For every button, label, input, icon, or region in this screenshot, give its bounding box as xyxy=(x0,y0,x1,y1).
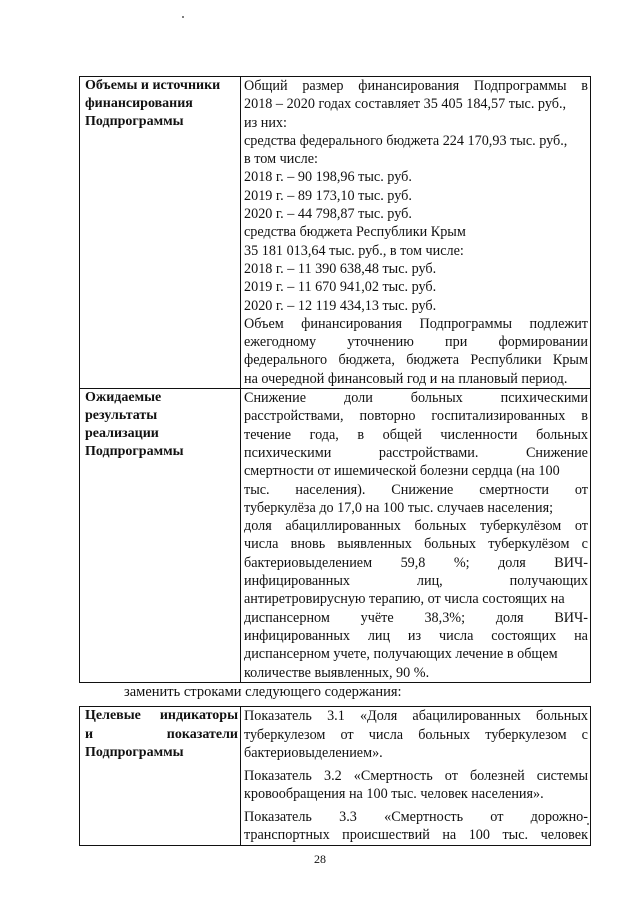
word: лиц xyxy=(367,627,391,644)
word: туберкулезом xyxy=(485,726,567,743)
text-line xyxy=(244,808,588,827)
word: бюджета, xyxy=(338,352,395,369)
text-line xyxy=(244,627,588,645)
text-line: антиретровирусную терапию, от числа состоящих на xyxy=(244,591,565,608)
text-line xyxy=(244,351,588,369)
word: числа xyxy=(244,536,279,553)
text-line: из них: xyxy=(244,114,287,131)
table-row-financing xyxy=(80,77,591,389)
word: повторно xyxy=(359,408,416,425)
word: человек xyxy=(540,827,588,843)
text-line xyxy=(244,726,588,745)
word: бактериовыделением xyxy=(244,554,373,571)
text-line xyxy=(244,554,588,572)
word: Показатель xyxy=(244,767,312,784)
row-label-cell xyxy=(80,77,241,389)
indicator-paragraph xyxy=(244,767,588,804)
financing-content-cell xyxy=(241,77,591,389)
word: федерального xyxy=(244,352,328,369)
text-line: бактериовыделением». xyxy=(244,745,383,761)
word: дорожно- xyxy=(530,808,588,825)
text-line: 2019 г. – 11 670 941,02 тыс. руб. xyxy=(244,279,437,296)
word: больных xyxy=(414,518,467,535)
row-label-line: финансирования xyxy=(85,96,193,111)
word: расстройствами. xyxy=(378,444,479,461)
word: Республики xyxy=(470,352,542,369)
word: выявленных xyxy=(337,536,412,553)
word: формировании xyxy=(498,334,588,351)
word: Общий xyxy=(244,78,288,94)
word: тыс. xyxy=(502,827,529,843)
text-line: диспансерном учете, получающих лечение в общем xyxy=(244,646,558,663)
word: из xyxy=(407,627,422,644)
word: Снижение xyxy=(244,390,307,407)
word: смертности xyxy=(479,481,549,498)
word: %; xyxy=(453,554,470,571)
table-row-indicators xyxy=(80,707,591,846)
word: тыс. xyxy=(244,481,270,498)
row-label-line: Подпрограммы xyxy=(85,114,184,129)
text-line xyxy=(244,767,588,786)
word: Подпрограммы xyxy=(473,78,567,94)
word: больных xyxy=(536,708,588,724)
row-label-line: результаты xyxy=(85,408,158,424)
word: населения). xyxy=(295,481,366,498)
word: 59,8 xyxy=(400,554,426,571)
text-line: средства федерального бюджета 224 170,93 тыс. руб., xyxy=(244,132,568,149)
text-line: 2020 г. – 44 798,87 тыс. руб. xyxy=(244,206,412,223)
replacement-instruction: заменить строками следующего содержания: xyxy=(124,684,402,700)
text-line xyxy=(244,444,588,462)
text-line: количестве выявленных, 90 %. xyxy=(244,664,430,681)
word: вновь xyxy=(290,536,326,553)
text-line xyxy=(244,77,588,95)
word: больных xyxy=(424,536,476,553)
word: «Смертность xyxy=(384,808,464,825)
text-line xyxy=(244,707,588,726)
word: больных xyxy=(410,390,463,407)
word: получающих xyxy=(509,573,588,590)
text-line: 2018 г. – 90 198,96 тыс. руб. xyxy=(244,169,412,186)
word: от xyxy=(574,518,588,535)
word: размер xyxy=(302,78,344,94)
word: больных xyxy=(418,726,471,743)
text-line xyxy=(244,481,588,499)
word: в xyxy=(357,426,365,443)
text-line: смертности от ишемической болезни сердца (на 100 xyxy=(244,463,560,480)
word: психическими xyxy=(500,390,588,407)
word: финансирования xyxy=(301,315,403,332)
word: года, xyxy=(309,426,339,443)
word: абациллированных xyxy=(285,518,401,535)
text-line xyxy=(244,315,588,333)
word: доля xyxy=(495,609,524,626)
word: больных xyxy=(536,426,588,443)
table-row-expected-results xyxy=(80,389,591,683)
expected-results-content-cell xyxy=(241,389,591,683)
word: доля xyxy=(244,518,272,535)
word: и xyxy=(85,726,94,742)
word: от xyxy=(340,726,354,743)
word: системы xyxy=(536,767,588,784)
word: Крым xyxy=(552,352,588,369)
word: числа xyxy=(368,726,404,743)
text-line: 2018 г. – 11 390 638,48 тыс. руб. xyxy=(244,260,437,277)
word: бюджета xyxy=(406,352,460,369)
indicator-paragraph xyxy=(244,808,588,845)
word: туберкулёзом xyxy=(488,536,570,553)
word: от xyxy=(574,481,588,498)
text-line xyxy=(244,535,588,553)
text-line xyxy=(244,517,588,535)
word: Показатель xyxy=(244,808,312,825)
text-line xyxy=(244,609,588,627)
word: 3.1 xyxy=(327,708,345,724)
text-line xyxy=(244,389,588,407)
word: финансирования xyxy=(358,78,460,94)
indicators-table xyxy=(79,706,591,846)
word: госпитализированных xyxy=(431,408,566,425)
word: доли xyxy=(344,390,373,407)
word: состоящих xyxy=(491,627,557,644)
text-line: 2020 г. – 12 119 434,13 тыс. руб. xyxy=(244,297,437,314)
word: числа xyxy=(438,627,474,644)
word: численности xyxy=(440,426,518,443)
row-label-line: Подпрограммы xyxy=(85,444,184,460)
word: показатели xyxy=(166,726,238,742)
word: подлежит xyxy=(529,315,588,332)
indicators-content-cell xyxy=(241,707,591,846)
text-line: 35 181 013,64 тыс. руб., в том числе: xyxy=(244,242,464,259)
indicator-paragraph xyxy=(244,707,588,763)
word: учёте xyxy=(360,609,394,626)
word: 38,3%; xyxy=(424,609,466,626)
text-line: 2018 – 2020 годах составляет 35 405 184,57 тыс. руб., xyxy=(244,96,567,113)
word: инфицированных xyxy=(244,573,350,590)
scan-speck xyxy=(182,16,184,18)
row-label-line: Ожидаемые xyxy=(85,390,162,406)
text-line xyxy=(85,707,238,726)
word: от xyxy=(490,808,504,825)
word: туберкулёзом xyxy=(480,518,562,535)
text-line: туберкулёза до 17,0 на 100 тыс. случаев населения; xyxy=(244,499,554,516)
word: ВИЧ- xyxy=(554,609,588,626)
word: уточнению xyxy=(347,334,414,351)
word: Показатель xyxy=(244,708,312,724)
word: диспансерном xyxy=(244,609,330,626)
word: расстройствами, xyxy=(244,408,344,425)
text-line: 2019 г. – 89 173,10 тыс. руб. xyxy=(244,187,412,204)
word: на xyxy=(574,627,588,644)
word: 3.3 xyxy=(339,808,357,825)
word: происшествий xyxy=(342,827,430,843)
word: «Доля xyxy=(359,708,398,724)
word: 3.2 xyxy=(323,767,342,784)
word: при xyxy=(445,334,468,351)
word: Целевые xyxy=(85,708,141,723)
word: в xyxy=(581,78,588,94)
text-line: Подпрограммы xyxy=(85,745,184,760)
word: 100 xyxy=(468,827,490,843)
word: «Смертность xyxy=(353,767,433,784)
text-line: на очередной финансовый год и на плановый период. xyxy=(244,370,568,387)
word: лиц, xyxy=(416,573,443,590)
word: с xyxy=(581,536,588,553)
row-label-cell xyxy=(80,707,241,846)
word: психическими xyxy=(244,444,332,461)
word: болезней xyxy=(469,767,525,784)
text-line xyxy=(244,826,588,845)
word: Объем xyxy=(244,315,284,332)
text-line xyxy=(244,426,588,444)
text-line: средства бюджета Республики Крым xyxy=(244,224,466,241)
word: доля xyxy=(498,554,526,571)
text-line xyxy=(244,407,588,425)
text-line xyxy=(85,726,238,745)
word: Подпрограммы xyxy=(419,315,513,332)
word: в xyxy=(581,408,588,425)
page-number: 28 xyxy=(314,852,326,866)
word: на xyxy=(442,827,457,843)
word: инфицированных xyxy=(244,627,350,644)
word: транспортных xyxy=(244,827,330,843)
word: Снижение xyxy=(391,481,454,498)
program-passport-table xyxy=(79,76,591,683)
word: с xyxy=(581,726,588,743)
text-line: кровообращения на 100 тыс. человек населения». xyxy=(244,786,544,802)
word: Снижение xyxy=(525,444,588,461)
row-label-line: реализации xyxy=(85,426,159,442)
word: от xyxy=(444,767,458,784)
word: ВИЧ- xyxy=(554,554,588,571)
word: ежегодному xyxy=(244,334,317,351)
text-line xyxy=(244,572,588,590)
word: течение xyxy=(244,426,292,443)
text-line xyxy=(244,333,588,351)
word: туберкулезом xyxy=(244,726,326,743)
word: индикаторы xyxy=(159,708,238,723)
word: абацилированных xyxy=(412,708,521,724)
text-line: в том числе: xyxy=(244,151,318,168)
row-label-cell xyxy=(80,389,241,683)
word: общей xyxy=(382,426,422,443)
row-label-line: Объемы и источники xyxy=(85,78,221,93)
